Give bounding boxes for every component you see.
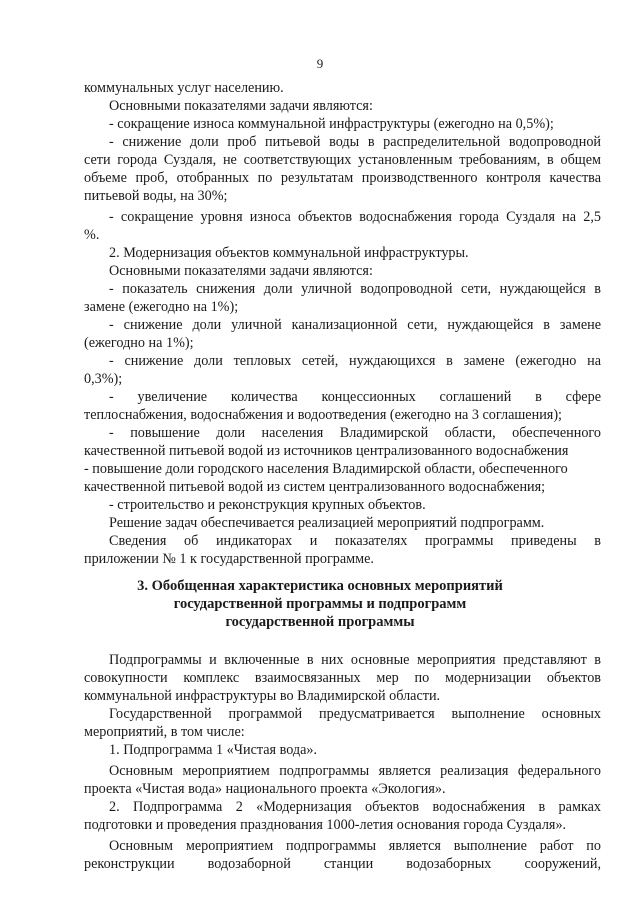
text-line: - сокращение уровня износа объектов водоснабжения города Суздаля на 2,5 bbox=[109, 209, 601, 225]
text-line: - снижение доли тепловых сетей, нуждающихся в замене (ежегодно на bbox=[109, 353, 601, 369]
text-line: питьевой воды, на 30%; bbox=[84, 188, 228, 204]
text-line: 1. Подпрограмма 1 «Чистая вода». bbox=[109, 742, 318, 758]
text-line: - снижение доли уличной канализационной сети, нуждающейся в замене bbox=[109, 317, 601, 333]
text-line: приложении № 1 к государственной программе. bbox=[84, 551, 374, 567]
section-heading-line: государственной программы и подпрограмм bbox=[173, 596, 467, 612]
section-heading-line: 3. Обобщенная характеристика основных мероприятий bbox=[137, 578, 503, 594]
text-line: Основными показателями задачи являются: bbox=[109, 263, 373, 279]
text-line: сети города Суздаля, не соответствующих установленным требованиям, в общем bbox=[84, 152, 601, 168]
text-line: 0,3%); bbox=[84, 371, 123, 387]
text-line: - строительство и реконструкция крупных объектов. bbox=[109, 497, 426, 513]
text-line: проекта «Чистая вода» национального проекта «Экология». bbox=[84, 781, 446, 797]
text-line: - повышение доли населения Владимирской области, обеспеченного bbox=[109, 425, 601, 441]
text-line: Основным мероприятием подпрограммы является реализация федерального bbox=[109, 763, 601, 779]
text-line: - повышение доли городского населения Владимирской области, обеспеченного bbox=[84, 461, 568, 477]
text-line: - показатель снижения доли уличной водопроводной сети, нуждающейся в bbox=[109, 281, 601, 297]
text-line: коммунальной инфраструктуры во Владимирской области. bbox=[84, 688, 441, 704]
text-line: подготовки и проведения празднования 1000-летия основания города Суздаля». bbox=[84, 817, 567, 833]
text-line: - сокращение износа коммунальной инфраструктуры (ежегодно на 0,5%); bbox=[109, 116, 554, 132]
text-line: качественной питьевой водой из систем централизованного водоснабжения; bbox=[84, 479, 546, 495]
text-line: теплоснабжения, водоснабжения и водоотведения (ежегодно на 3 соглашения); bbox=[84, 407, 562, 423]
text-line: качественной питьевой водой из источников централизованного водоснабжения bbox=[84, 443, 569, 459]
text-line: %. bbox=[84, 227, 100, 243]
text-line: - увеличение количества концессионных соглашений в сфере bbox=[109, 389, 601, 405]
text-line: 2. Модернизация объектов коммунальной инфраструктуры. bbox=[109, 245, 469, 261]
text-line: Основными показателями задачи являются: bbox=[109, 98, 373, 114]
text-line: реконструкции водозаборной станции водозаборных сооружений, bbox=[84, 856, 601, 872]
text-line: 2. Подпрограмма 2 «Модернизация объектов водоснабжения в рамках bbox=[109, 799, 601, 815]
text-line: мероприятий, в том числе: bbox=[84, 724, 245, 740]
text-line: Сведения об индикаторах и показателях программы приведены в bbox=[109, 533, 601, 549]
section-heading-line: государственной программы bbox=[225, 614, 415, 630]
text-line: замене (ежегодно на 1%); bbox=[84, 299, 239, 315]
text-line: совокупности комплекс взаимосвязанных мер по модернизации объектов bbox=[84, 670, 601, 686]
page-number: 9 bbox=[316, 56, 324, 71]
text-line: Основным мероприятием подпрограммы является выполнение работ по bbox=[109, 838, 601, 854]
text-line: (ежегодно на 1%); bbox=[84, 335, 194, 351]
text-line: - снижение доли проб питьевой воды в распределительной водопроводной bbox=[109, 134, 601, 150]
text-line: объеме проб, отобранных по результатам производственного контроля качества bbox=[84, 170, 601, 186]
text-line: коммунальных услуг населению. bbox=[84, 80, 284, 96]
text-line: Решение задач обеспечивается реализацией мероприятий подпрограмм. bbox=[109, 515, 545, 531]
text-line: Государственной программой предусматривается выполнение основных bbox=[109, 706, 601, 722]
text-line: Подпрограммы и включенные в них основные мероприятия представляют в bbox=[109, 652, 601, 668]
